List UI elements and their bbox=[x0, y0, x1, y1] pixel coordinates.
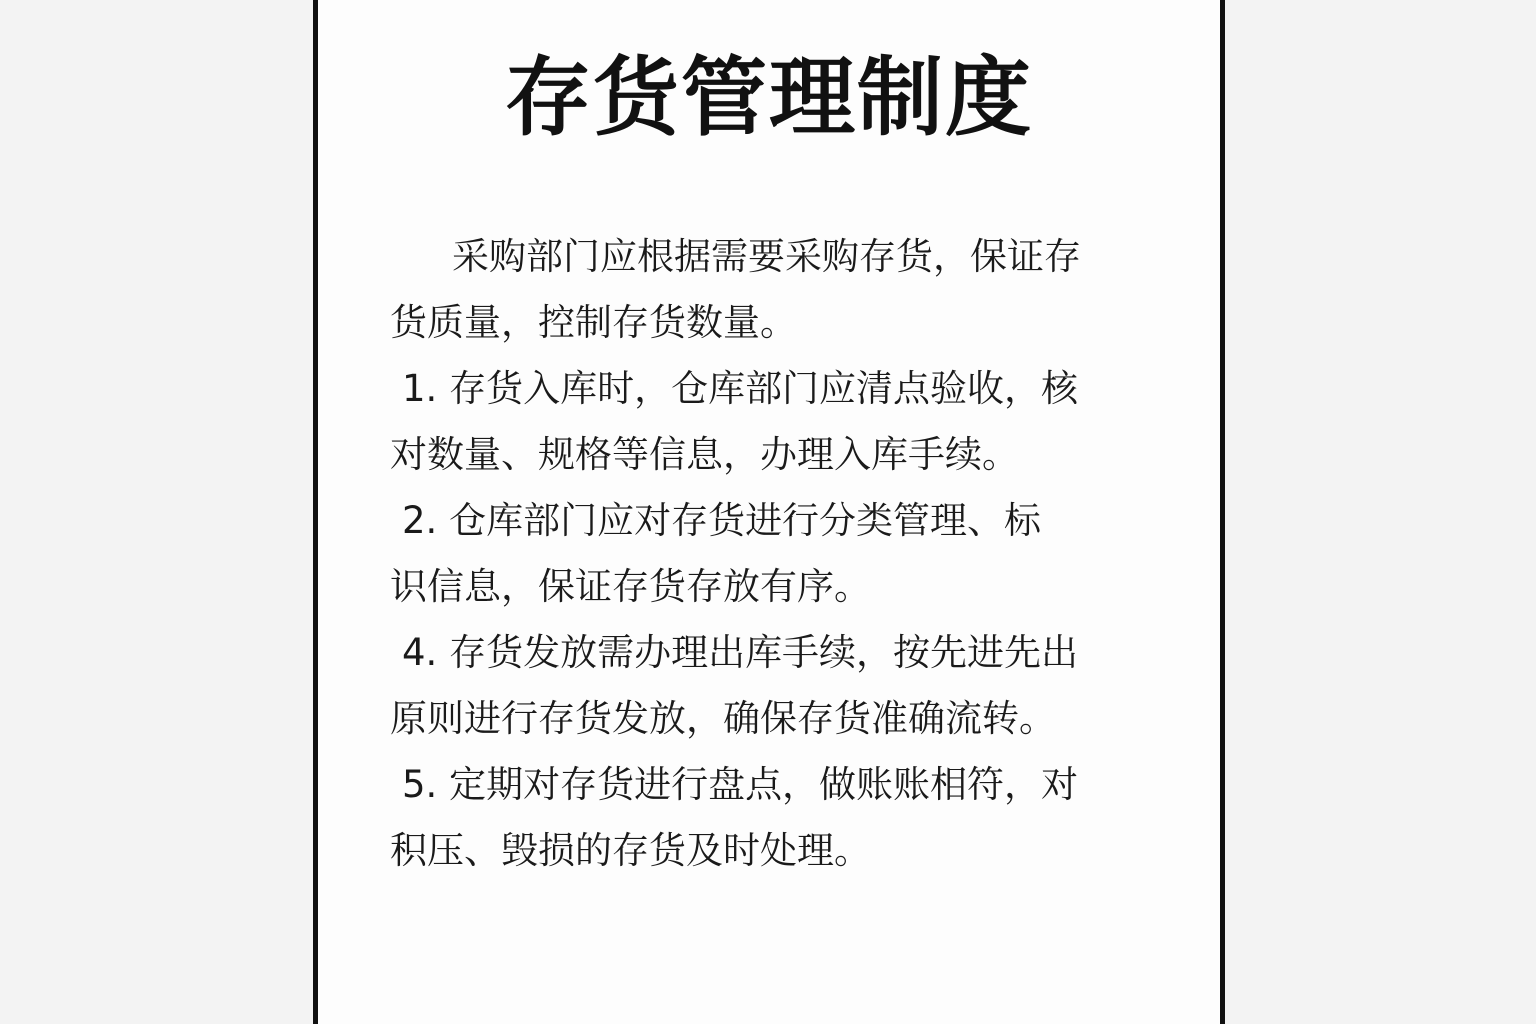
intro-paragraph bbox=[390, 224, 1160, 356]
paragraph-line: 积压、毁损的存货及时处理。 bbox=[390, 829, 871, 872]
paragraph-line: 对数量、规格等信息，办理入库手续。 bbox=[390, 433, 1019, 476]
paragraph-line: 4. 存货发放需办理出库手续，按先进先出 bbox=[402, 631, 1079, 674]
document-body bbox=[390, 224, 1160, 884]
paragraph-line: 采购部门应根据需要采购存货，保证存 bbox=[452, 235, 1081, 278]
paragraph-line: 原则进行存货发放，确保存货准确流转。 bbox=[390, 697, 1056, 740]
document-page bbox=[313, 0, 1225, 1024]
paragraph-line: 5. 定期对存货进行盘点，做账账相符，对 bbox=[402, 763, 1079, 806]
paragraph-line: 2. 仓库部门应对存货进行分类管理、标 bbox=[402, 499, 1042, 542]
rule-item-4 bbox=[390, 620, 1160, 752]
rule-item-1 bbox=[390, 356, 1160, 488]
document-title: 存货管理制度 bbox=[505, 47, 1033, 148]
paragraph-line: 识信息，保证存货存放有序。 bbox=[390, 565, 871, 608]
paragraph-line: 货质量，控制存货数量。 bbox=[390, 301, 797, 344]
rule-item-5 bbox=[390, 752, 1160, 884]
paragraph-line: 1. 存货入库时，仓库部门应清点验收，核 bbox=[402, 367, 1079, 410]
rule-item-2 bbox=[390, 488, 1160, 620]
